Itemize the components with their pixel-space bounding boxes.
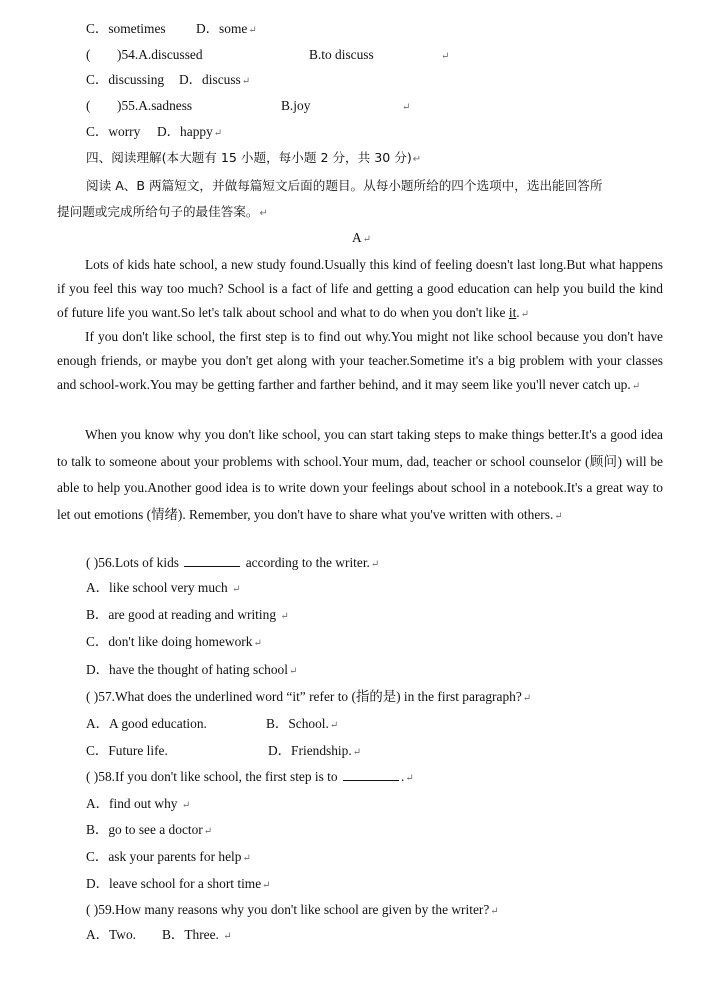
- q55-paren: (: [86, 98, 91, 113]
- q58-answer-blank: [343, 768, 399, 781]
- q54-option-c: C．discussing: [86, 72, 165, 87]
- q58-stem: ( )58.If you don't like school, the first step is to .↵: [86, 769, 414, 784]
- q53-option-c: C．sometimes: [86, 21, 166, 36]
- q59-stem: ( )59.How many reasons why you don't like school are given by the writer?↵: [86, 902, 499, 917]
- q56-option-c: C．don't like doing homework↵: [86, 634, 262, 649]
- underlined-word-it: it: [508, 305, 517, 320]
- passage-paragraph-2: If you don't like school, the first step is to find out why.You might not like school because you don't have enough friends, or maybe you don't get along with your teacher.Sometime it's a big problem with your classes and school-work.You may be getting farther and farther behind, and it may seem like you'll never catch up.↵: [57, 329, 663, 392]
- q56-stem: ( )56.Lots of kids according to the writer.↵: [86, 555, 380, 570]
- passage-paragraph-1: Lots of kids hate school, a new study found.Usually this kind of feeling doesn't last long.But what happens if you feel this way too much? School is a fact of life and getting a good education can help you build the kind of future life you want.So let's talk about school and what to do when you don't like it.↵: [57, 257, 663, 320]
- q56-answer-blank: [184, 554, 240, 567]
- q58-option-a: A．find out why ↵: [86, 796, 191, 811]
- q56-option-b: B．are good at reading and writing ↵: [86, 607, 289, 622]
- q55-mark: ↵: [402, 102, 411, 113]
- passage-label: A↵: [351, 230, 372, 245]
- q57-option-b: B．School.↵: [266, 716, 339, 731]
- q57-option-c: C．Future life.: [86, 743, 168, 758]
- q55-option-c: C．worry: [86, 124, 141, 139]
- q57-option-a: A．A good education.: [86, 716, 207, 731]
- section-instruction-line-2: 提问题或完成所给句子的最佳答案。↵: [57, 204, 268, 219]
- q56-option-d: D．have the thought of hating school↵: [86, 662, 298, 677]
- q54-paren: (: [86, 47, 91, 62]
- q59-option-a: A．Two.: [86, 927, 137, 942]
- q54-option-b: B.to discuss: [309, 47, 374, 62]
- q54-stem: )54.A.discussed: [117, 47, 203, 62]
- q56-option-a: A．like school very much ↵: [86, 580, 241, 595]
- q55-option-b: B.joy: [281, 98, 311, 113]
- q57-stem: ( )57.What does the underlined word “it” refer to (指的是) in the first paragraph?↵: [86, 689, 532, 704]
- q55-stem: )55.A.sadness: [117, 98, 193, 113]
- q53-option-d: D．some↵: [196, 21, 257, 36]
- q57-option-d: D．Friendship.↵: [268, 743, 362, 758]
- q58-option-d: D．leave school for a short time↵: [86, 876, 271, 891]
- q54-mark: ↵: [441, 51, 450, 62]
- q55-option-d: D．happy↵: [157, 124, 223, 139]
- q59-option-b: B．Three. ↵: [162, 927, 232, 942]
- section-instruction-line-1: 阅读 A、B 两篇短文，并做每篇短文后面的题目。从每小题所给的四个选项中，选出能回答所: [86, 178, 603, 193]
- section-title: 四、阅读理解(本大题有 15 小题，每小题 2 分，共 30 分)↵: [86, 150, 422, 165]
- q58-option-b: B．go to see a doctor↵: [86, 822, 213, 837]
- q54-option-d: D．discuss↵: [179, 72, 251, 87]
- q58-option-c: C．ask your parents for help↵: [86, 849, 251, 864]
- passage-paragraph-3: When you know why you don't like school, you can start taking steps to make things better.It's a good idea to talk to someone about your problems with school.Your mum, dad, teacher or school counselor (顾问) will be able to help you.Another good idea is to write down your feelings about school in a notebook.It's a great way to let out emotions (情绪). Remember, you don't have to share what you've written with others.↵: [57, 427, 663, 522]
